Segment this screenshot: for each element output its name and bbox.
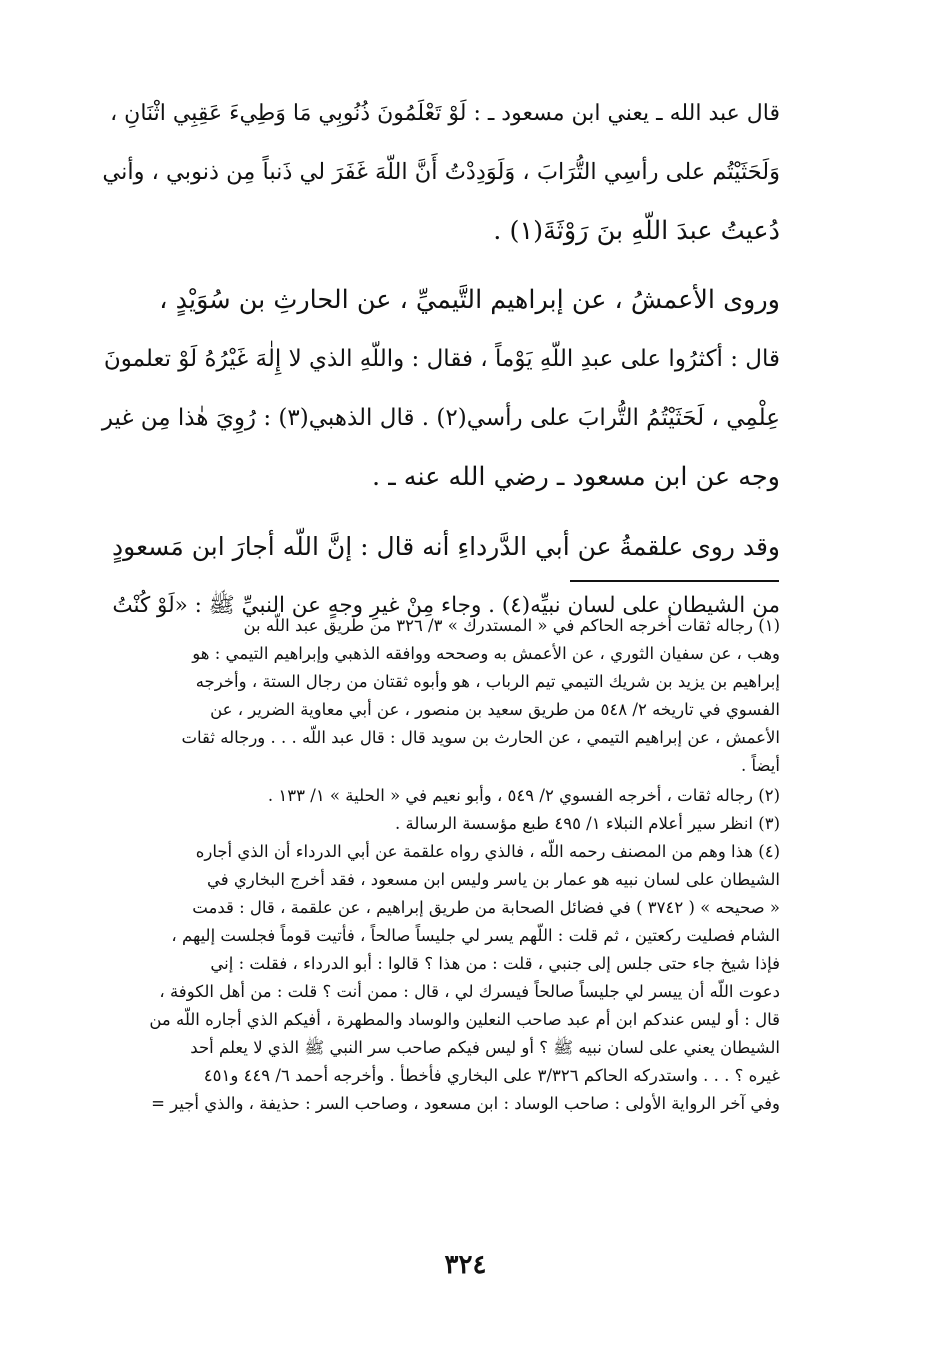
footnote-line: « صحيحه » ( ٣٧٤٢ ) في فضائل الصحابة من طريق إبراهيم ، عن علقمة ، قال : قدمت	[192, 898, 780, 917]
footnote-line: إبراهيم بن يزيد بن شريك التيمي تيم الرباب ، هو وأبوه ثقتان من رجال الستة ، وأخرجه	[195, 672, 780, 691]
footnote	[100, 782, 780, 810]
footnote-line: الشيطان يعني على لسان نبيه ﷺ ؟ أو ليس فيكم صاحب سر النبي ﷺ الذي لا يعلم أحد	[190, 1038, 780, 1057]
text-line: قال عبد الله ـ يعني ابن مسعود ـ : لَوْ تَعْلَمُونَ ذُنُوبِي مَا وَطِيءَ عَقِبِي اثْنَانِ ،	[110, 101, 780, 126]
footnote-line: الشيطان على لسان نبيه هو عمار بن ياسر وليس ابن مسعود ، فقد أخرج البخاري في	[206, 870, 780, 889]
paragraph	[100, 271, 780, 507]
footnote-line: فإذا شيخ جاء حتى جلس إلى جنبي ، قلت : من هذا ؟ قالوا : أبو الدرداء ، فقلت : إني	[210, 954, 780, 973]
footnote	[100, 838, 780, 1118]
paragraph-gap	[100, 507, 780, 517]
footnote-line: (٤) هذا وهم من المصنف رحمه اللّه ، فالذي رواه علقمة عن أبي الدرداء أن الذي أجاره	[195, 842, 780, 861]
footnote-line: الأعمش ، عن إبراهيم التيمي ، عن الحارث بن سويد قال : قال عبد اللّه . . . ورجاله ثقات	[181, 728, 780, 747]
text-line: وَلَحَثَيْتُم على رأسِي التُّرَابَ ، وَلَوَدِدْتُ أَنَّ اللّهَ غَفَرَ لي ذَنباً مِن ذنوبي ، وأني	[102, 159, 780, 185]
footnote-line: أيضاً .	[740, 756, 780, 775]
text-line: من الشيطان على لسان نبيِّه(٤) . وجاء مِنْ غيرِ وجهٍ عن النبيِّ ﷺ : «لَوْ كُنْتُ	[112, 593, 780, 618]
text-line: وروى الأعمشُ ، عن إبراهيم التَّيميِّ ، عن الحارثِ بن سُوَيْدٍ ،	[159, 285, 780, 315]
footnote-line: دعوت اللّه أن ييسر لي جليساً صالحاً فيسرك لي ، قال : ممن أنت ؟ قلت : من أهل الكوفة ،	[159, 982, 780, 1001]
text-line: وجه عن ابن مسعود ـ رضي الله عنه ـ .	[372, 462, 780, 492]
footnotes	[100, 612, 780, 1118]
footnote-separator	[570, 580, 779, 582]
footnote-line: (١) رجاله ثقات أخرجه الحاكم في « المستدرك » ٣/ ٣٢٦ من طريق عبد اللّه بن	[243, 616, 780, 635]
footnote-line: وفي آخر الرواية الأولى : صاحب الوساد : ابن مسعود ، وصاحب السر : حذيفة ، والذي أجير =	[151, 1094, 780, 1113]
text-line: وقد روى علقمةُ عن أبي الدَّرداءِ أنه قال : إنَّ اللّه أجارَ ابن مَسعودٍ	[112, 532, 780, 561]
text-line: عِلْمِي ، لَحَثَيْتُمُ التُّرابَ على رأسي(٢) . قال الذهبي(٣) : رُوِيَ هٰذا مِن غير	[101, 405, 780, 431]
main-text	[100, 84, 780, 635]
footnote-line: الفسوي في تاريخه ٢/ ٥٤٨ من طريق سعيد بن منصور ، عن أبي معاوية الضرير ، عن	[210, 700, 780, 719]
footnote	[100, 810, 780, 838]
footnote-line: (٢) رجاله ثقات ، أخرجه الفسوي ٢/ ٥٤٩ ، وأبو نعيم في « الحلية » ١/ ١٣٣ .	[267, 786, 780, 805]
footnote-line: غيره ؟ . . . واستدركه الحاكم ٣/٣٢٦ على البخاري فأخطأ . وأخرجه أحمد ٦/ ٤٤٩ و٤٥١	[203, 1066, 780, 1085]
footnote-line: الشام فصليت ركعتين ، ثم قلت : اللّهم يسر لي جليساً صالحاً ، فأتيت قوماً فجلست إليهم ،	[171, 926, 780, 945]
paragraph-gap	[100, 261, 780, 271]
text-line: دُعيتُ عبدَ اللّهِ بنَ رَوْثَةَ(١) .	[493, 216, 780, 246]
footnote	[100, 612, 780, 780]
page-number: ٣٢٤	[444, 1250, 487, 1280]
footnote-line: قال : أو ليس عندكم ابن أم عبد صاحب النعلين والوساد والمطهرة ، أفيكم الذي أجاره اللّه من	[149, 1010, 780, 1029]
paragraph	[100, 84, 780, 261]
footnote-line: وهب ، عن سفيان الثوري ، عن الأعمش به وصححه ووافقه الذهبي وإبراهيم التيمي : هو	[192, 644, 780, 663]
footnote-line: (٣) انظر سير أعلام النبلاء ١/ ٤٩٥ طبع مؤسسة الرسالة .	[395, 814, 780, 833]
text-line: قال : أكثرُوا على عبدِ اللّهِ يَوْماً ، فقال : واللّهِ الذي لا إِلٰهَ غَيْرُهُ لَوْ تعلمونَ	[103, 346, 780, 372]
